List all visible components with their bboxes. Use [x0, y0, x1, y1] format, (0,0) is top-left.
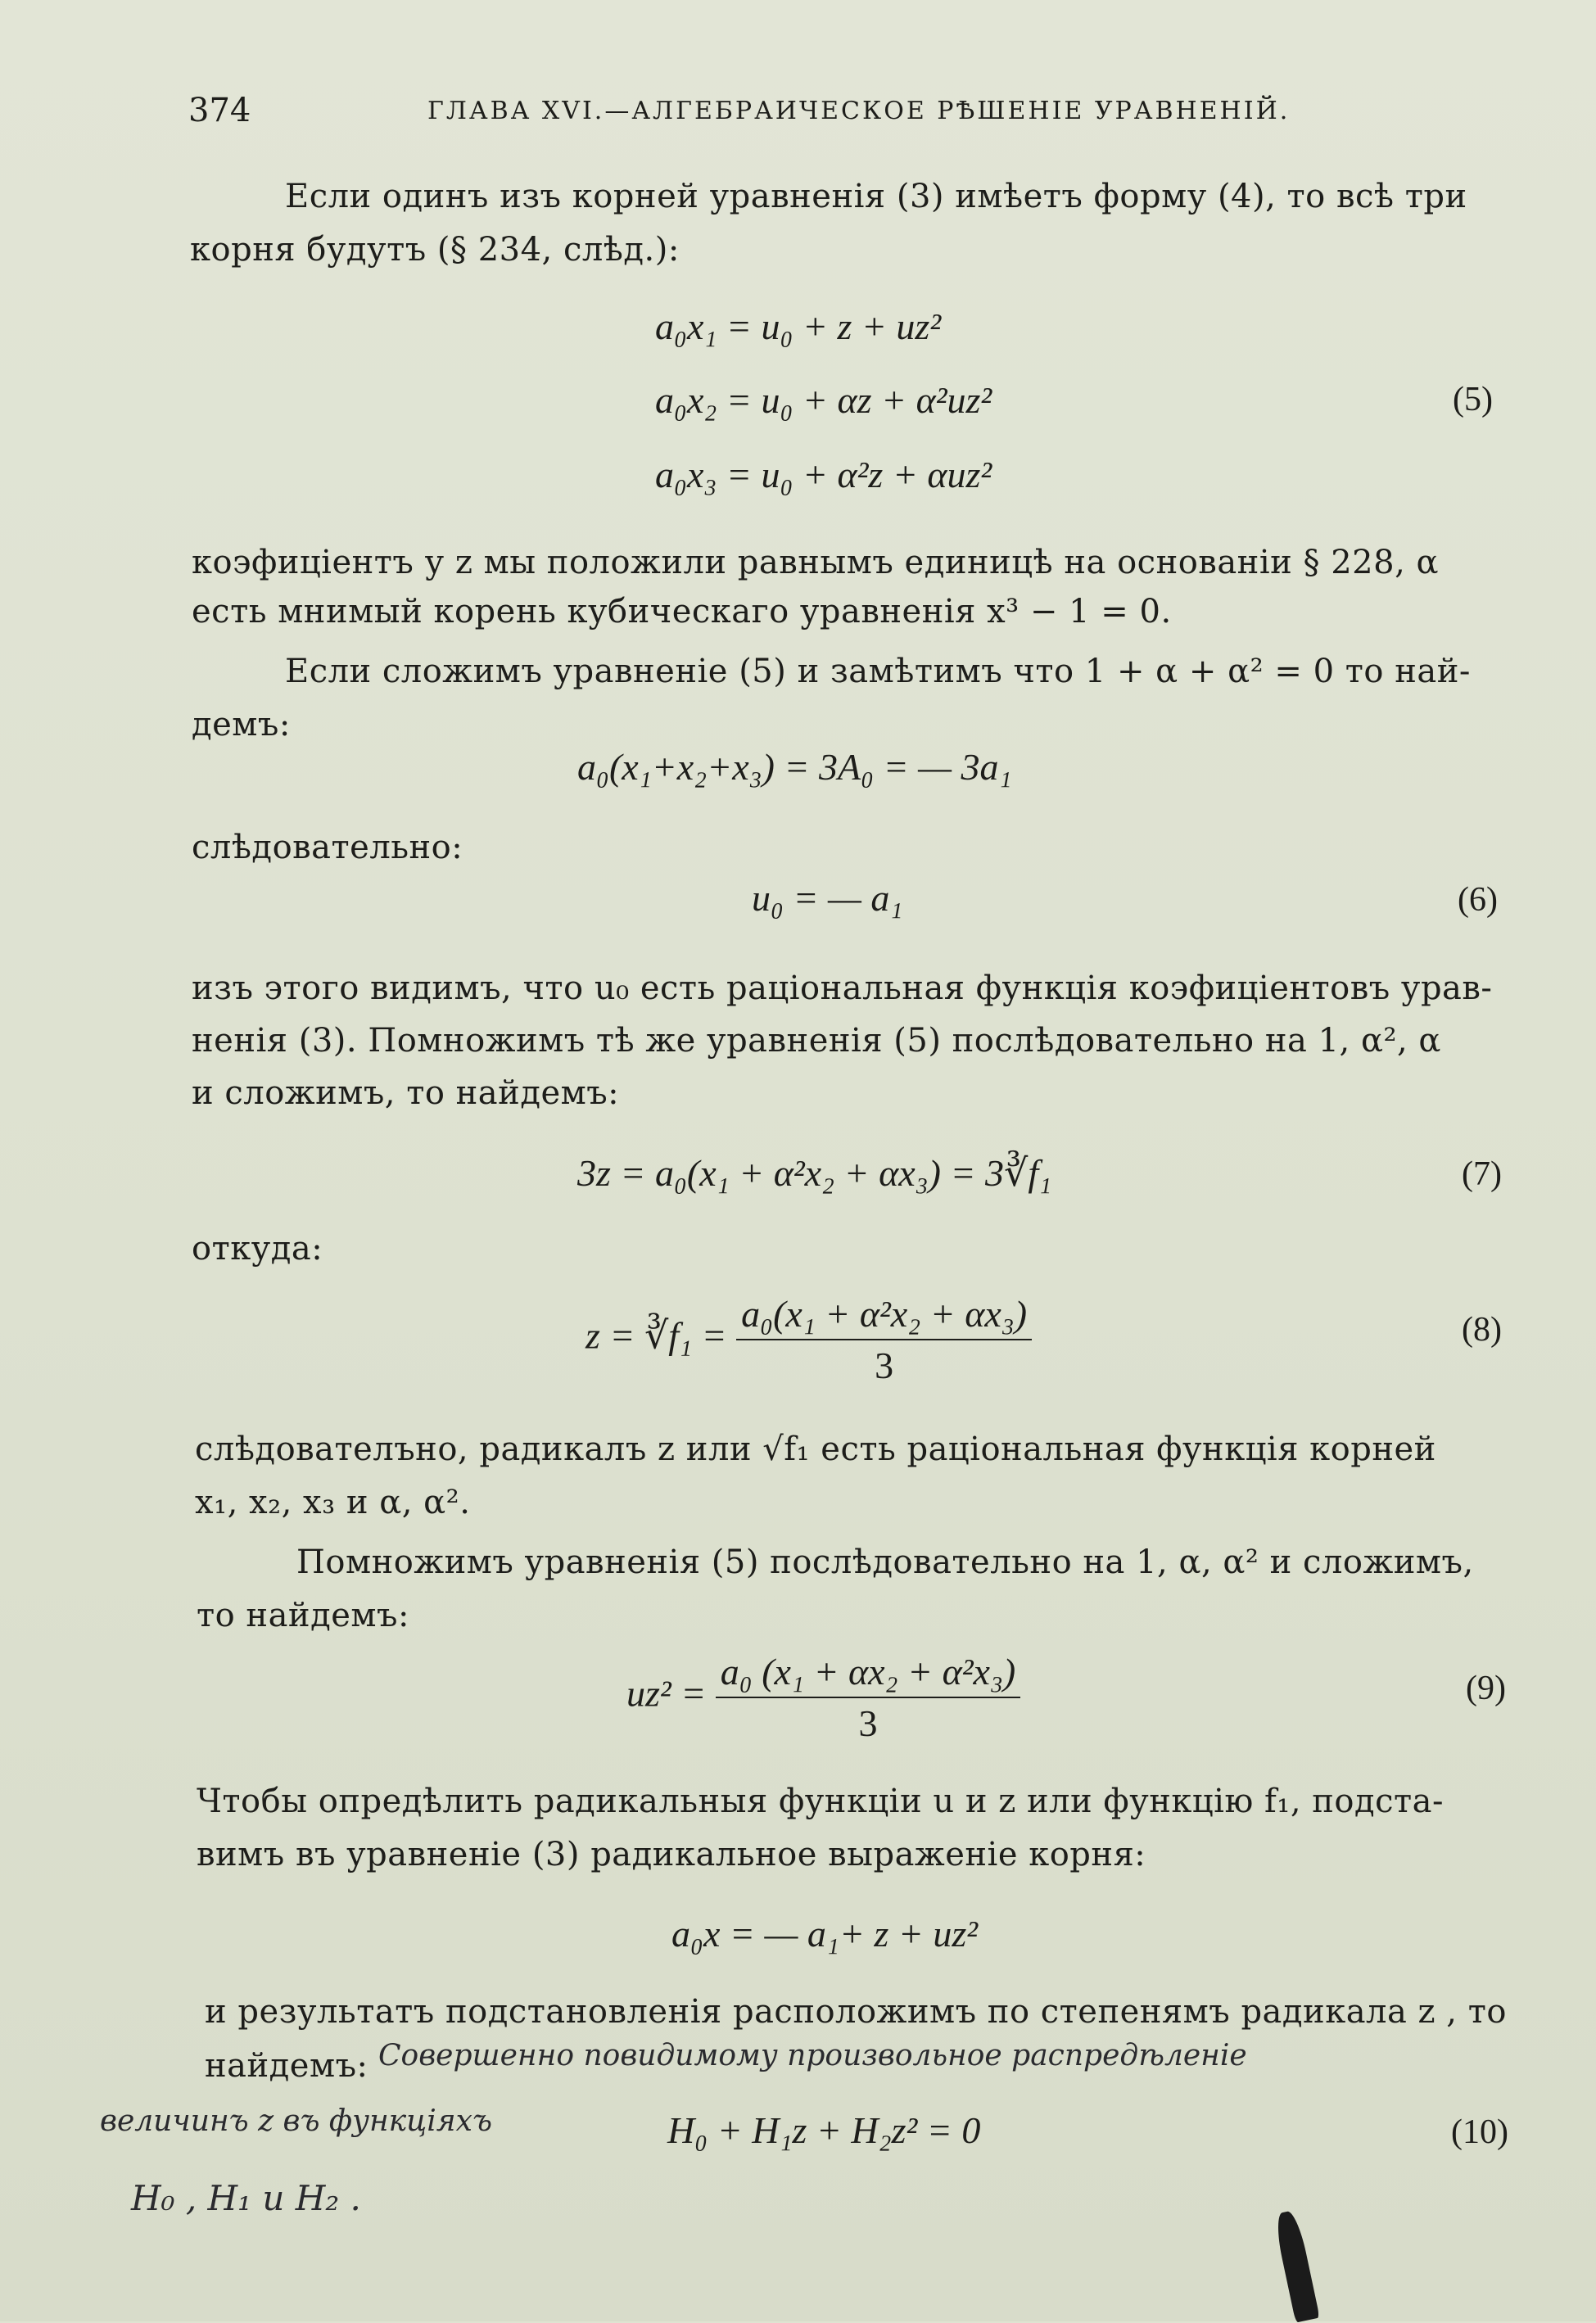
paragraph-line: ненія (3). Помножимъ тѣ же уравненія (5) послѣдовательно на 1, α², α	[192, 1022, 1441, 1060]
paragraph-line: откуда:	[192, 1230, 323, 1268]
equation-5c: a₀x₃ = u₀ + α²z + αuz²	[655, 454, 992, 495]
paragraph-line: слѣдовательно:	[192, 829, 463, 866]
equation-8	[586, 1292, 1032, 1387]
equation-8-numerator: a₀(x₁ + α²x₂ + αx₃)	[736, 1292, 1032, 1340]
ink-blot	[1273, 2209, 1319, 2322]
page-number: 374	[188, 92, 251, 129]
equation-6: u₀ = — a₁	[752, 877, 903, 919]
equation-8-denominator: 3	[875, 1345, 894, 1386]
running-title: ГЛАВА XVI.—АЛГЕБРАИЧЕСКОЕ РѢШЕНІЕ УРАВНЕНІЙ.	[427, 97, 1291, 125]
handwritten-note-line3: H₀ , H₁ и H₂ .	[131, 2178, 361, 2218]
handwritten-note-line2: величинъ z въ функціяхъ	[100, 2104, 492, 2138]
equation-9-fraction	[716, 1650, 1021, 1745]
paragraph-line: коэфиціентъ у z мы положили равнымъ единицѣ на основаніи § 228, α	[192, 544, 1440, 581]
paragraph-line: то найдемъ:	[197, 1597, 409, 1634]
equation-number-5: (5)	[1453, 381, 1493, 418]
paragraph-line: вимъ въ уравненіе (3) радикальное выраженіе корня:	[197, 1836, 1146, 1873]
paragraph-line: Если одинъ изъ корней уравненія (3) имѣетъ форму (4), то всѣ три	[285, 178, 1467, 215]
equation-7: 3z = a₀(x₁ + α²x₂ + αx₃) = 3∛f₁	[577, 1152, 1052, 1194]
equation-5a: a₀x₁ = u₀ + z + uz²	[655, 305, 942, 347]
paragraph-line: Если сложимъ уравненіе (5) и замѣтимъ что 1 + α + α² = 0 то най-	[285, 653, 1471, 690]
equation-number-10: (10)	[1451, 2113, 1508, 2151]
equation-8-left: z = ∛f₁ =	[586, 1314, 727, 1357]
paragraph-line: найдемъ:	[205, 2047, 368, 2085]
equation-9-left: uz² =	[626, 1672, 707, 1715]
equation-number-9: (9)	[1466, 1670, 1506, 1707]
equation-9	[626, 1650, 1020, 1745]
equation-number-8: (8)	[1462, 1311, 1502, 1349]
equation-9-denominator: 3	[858, 1702, 878, 1744]
paragraph-line: и результатъ подстановленія расположимъ по степенямъ радикала z , то	[205, 1993, 1507, 2031]
paragraph-line: Чтобы опредѣлить радикальныя функціи u и z или функцію f₁, подста-	[197, 1783, 1445, 1820]
paragraph-line: и сложимъ, то найдемъ:	[192, 1074, 620, 1112]
paragraph-line: слѣдователъно, радикалъ z или √f₁ есть раціональная функція корней	[195, 1430, 1436, 1468]
equation-9-numerator: a₀ (x₁ + αx₂ + α²x₃)	[716, 1650, 1021, 1698]
paragraph-line: Помножимъ уравненія (5) послѣдовательно на 1, α, α² и сложимъ,	[296, 1543, 1474, 1581]
equation-root: a₀x = — a₁+ z + uz²	[671, 1913, 979, 1955]
paragraph-line: изъ этого видимъ, что u₀ есть раціональная функція коэфиціентовъ урав-	[192, 969, 1493, 1007]
paragraph-line: есть мнимый корень кубическаго уравненія x³ − 1 = 0.	[192, 593, 1172, 630]
equation-number-7: (7)	[1462, 1155, 1502, 1193]
paragraph-line: корня будутъ (§ 234, слѣд.):	[190, 231, 680, 269]
equation-8-fraction	[736, 1292, 1032, 1387]
equation-10: H₀ + H₁z + H₂z² = 0	[667, 2109, 981, 2151]
paragraph-line: демъ:	[192, 706, 291, 743]
paragraph-line: x₁, x₂, x₃ и α, α².	[195, 1484, 471, 1521]
equation-sum: a₀(x₁+x₂+x₃) = 3A₀ = — 3a₁	[577, 746, 1012, 788]
equation-number-6: (6)	[1458, 881, 1498, 919]
equation-5b: a₀x₂ = u₀ + αz + α²uz²	[655, 379, 992, 421]
handwritten-note-line1: Совершенно повидимому произвольное распредѣленіе	[378, 2039, 1247, 2072]
